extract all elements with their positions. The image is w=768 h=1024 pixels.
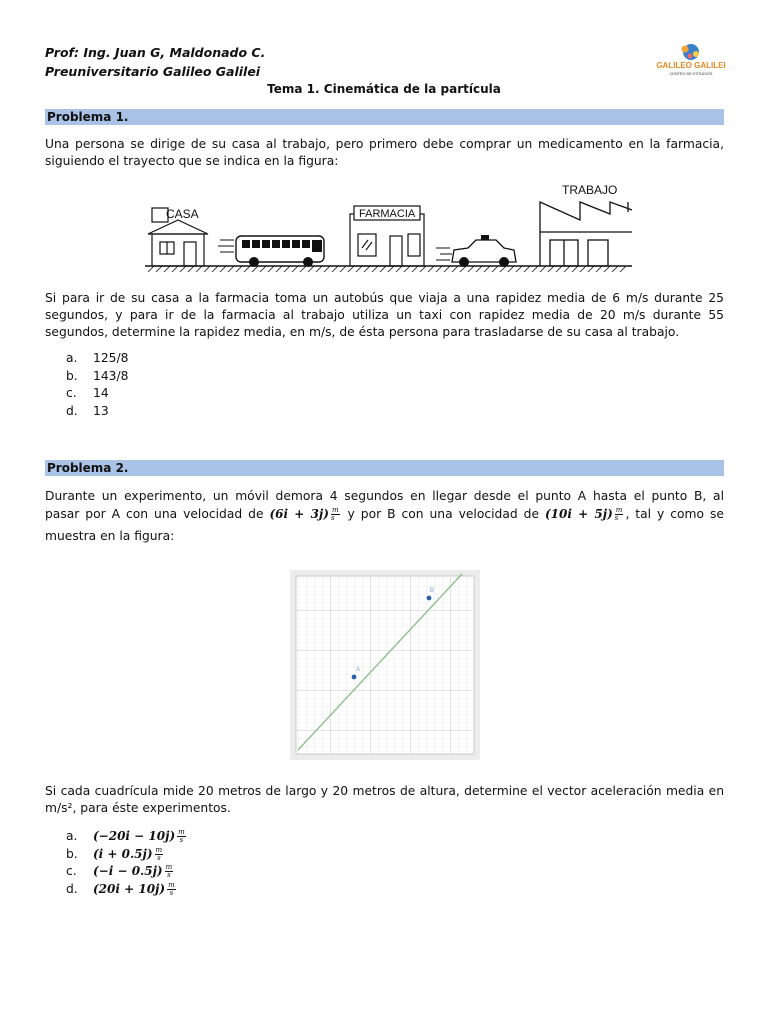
trabajo-label: TRABAJO bbox=[562, 183, 618, 197]
option-b: b. 143/8 bbox=[66, 368, 129, 383]
unit-fraction: $\frac{m}{s}$ bbox=[614, 506, 623, 522]
option-c: c. (−i − 0.5j) $\frac{m}{s}$ bbox=[66, 863, 173, 879]
route-illustration bbox=[140, 178, 632, 274]
topic-title: Tema 1. Cinemática de la partícula bbox=[267, 82, 501, 96]
casa-label: CASA bbox=[166, 207, 199, 221]
point-a-label: A bbox=[356, 667, 361, 673]
point-a-marker bbox=[352, 675, 357, 680]
problem2-statement-line2: pasar por A con una velocidad de (6i + 3j) $\frac{m}{s}$ y por B con una velocidad de (10i + 5j) $\frac{m}{s}$ , tal y como se bbox=[45, 506, 724, 522]
galileo-logo bbox=[655, 42, 727, 78]
option-c: c. 14 bbox=[66, 386, 109, 400]
velocity-a: (6i + 3j) bbox=[269, 507, 329, 521]
problem2-statement-line3: muestra en la figura: bbox=[45, 529, 175, 543]
option-a: a. 125/8 bbox=[66, 351, 129, 365]
option-d: d. (20i + 10j) $\frac{m}{s}$ bbox=[66, 880, 175, 897]
trajectory-figure bbox=[290, 570, 480, 760]
problem2-question: Si cada cuadrícula mide 20 metros de largo y 20 metros de altura, determine el vector aceleración media en m/s², para éste experimentos. bbox=[45, 784, 724, 815]
taxi-icon bbox=[436, 235, 516, 267]
farmacia-label: FARMACIA bbox=[359, 208, 416, 220]
problem2-heading: Problema 2. bbox=[45, 460, 724, 476]
problem1-heading: Problema 1. bbox=[45, 109, 724, 125]
problem2-statement-line1: Durante un experimento, un móvil demora 4 segundos en llegar desde el punto A hasta el punto B, al bbox=[45, 489, 724, 503]
problem1-statement: Una persona se dirige de su casa al trabajo, pero primero debe comprar un medicamento en la farmacia, siguiendo el trayecto que se indica en la figura: bbox=[45, 137, 724, 168]
author-line: Prof: Ing. Juan G, Maldonado C. bbox=[45, 45, 266, 60]
point-b-marker bbox=[427, 596, 432, 601]
option-d: d. 13 bbox=[66, 403, 109, 418]
problem2-options bbox=[66, 828, 188, 898]
bus-icon bbox=[218, 236, 324, 267]
logo-text: GALILEO GALILEI bbox=[656, 61, 726, 70]
point-b-label: B bbox=[430, 588, 435, 594]
velocity-b: (10i + 5j) bbox=[544, 507, 613, 521]
factory-icon bbox=[540, 202, 632, 266]
logo-subtext: CENTRO DE ESTUDIOS bbox=[669, 72, 713, 76]
problem1-question: Si para ir de su casa a la farmacia toma un autobús que viaja a una rapidez media de 6 m/s durante 25 segundos, y para ir de la farmacia al trabajo utiliza un taxi con rapidez media de 20 m/s durante 55 segundos, determine la rapidez media, en m/s, de ésta persona para trasladarse de su casa al trabajo. bbox=[45, 291, 724, 339]
school-line: Preuniversitario Galileo Galilei bbox=[45, 64, 261, 79]
unit-fraction: $\frac{m}{s}$ bbox=[330, 506, 339, 522]
problem1-options bbox=[66, 350, 128, 420]
option-a: a. (−20i − 10j) $\frac{m}{s}$ bbox=[66, 828, 185, 844]
option-b: b. (i + 0.5j) $\frac{m}{s}$ bbox=[66, 845, 163, 862]
